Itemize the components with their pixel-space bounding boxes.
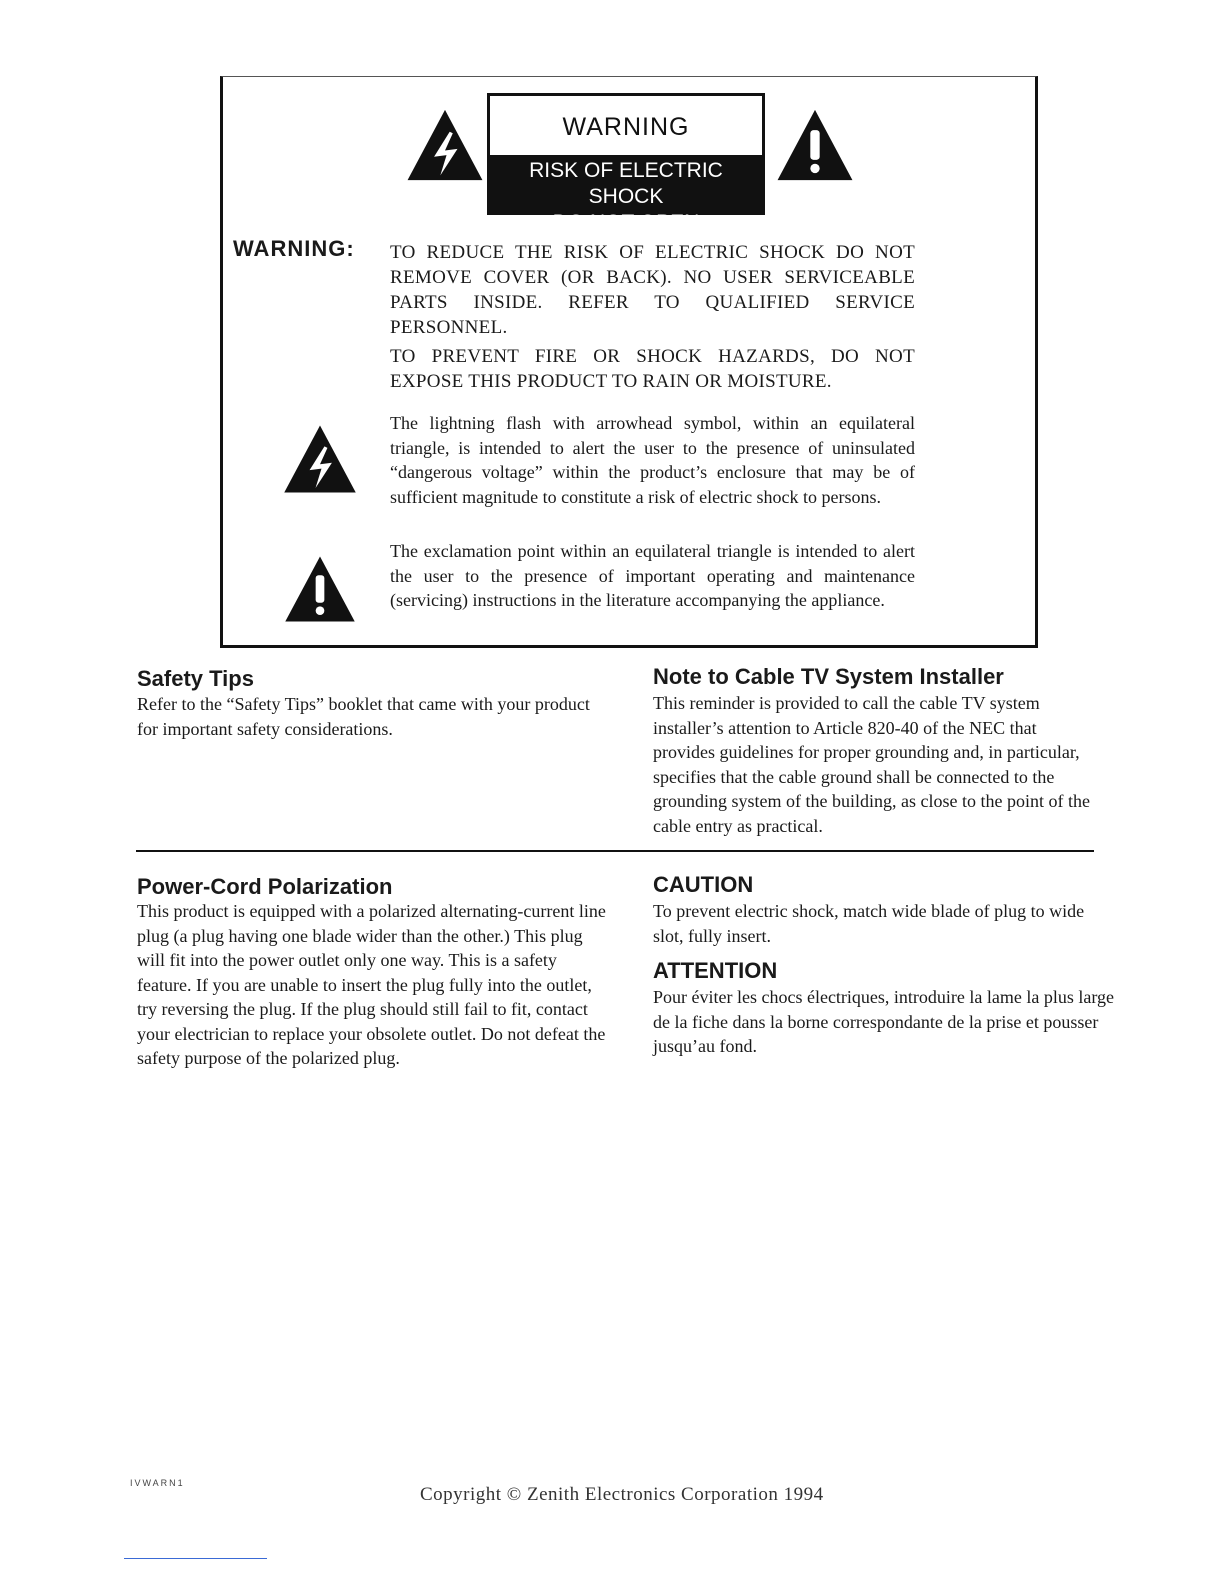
warning-label-line1: RISK OF ELECTRIC SHOCK [529, 159, 723, 208]
exclamation-warning-icon [776, 108, 854, 182]
warning-heading: WARNING: [233, 236, 355, 261]
safety-tips-heading: Safety Tips [137, 666, 254, 691]
exclamation-symbol-icon [282, 555, 358, 623]
warning-label-line2: DO NOT OPEN [552, 211, 700, 234]
lightning-warning-icon [406, 108, 484, 182]
safety-tips-text: Refer to the “Safety Tips” booklet that came with your product for important safety considerations. [137, 694, 590, 739]
power-cord-text: This product is equipped with a polarized alternating-current line plug (a plug having one blade wider than the other.) This plug will fit into the power outlet only one way. This is a safety feature. If you are unable to insert the plug fully into the outlet, try reversing the plug. If the plug should still fail to fit, contact your electrician to replace your obsolete outlet. Do not defeat the safety purpose of the polarized plug. [137, 901, 606, 1068]
caution-text: To prevent electric shock, match wide blade of plug to wide slot, fully insert. [653, 901, 1085, 946]
copyright-notice: Copyright © Zenith Electronics Corporation 1994 [420, 1484, 824, 1505]
attention-text: Pour éviter les chocs électriques, introduire la lame la plus large de la fiche dans la borne correspondante de la prise et pousser jusqu’au fond. [653, 987, 1115, 1056]
lightning-symbol-explanation: The lightning flash with arrowhead symbol, within an equilateral triangle, is intended to alert the user to the presence of uninsulated “dangerous voltage” within the product’s enclosure that may be of sufficient magnitude to constitute a risk of electric shock to persons. [390, 413, 915, 507]
exclamation-symbol-explanation: The exclamation point within an equilateral triangle is intended to alert the user to the presence of important operating and maintenance (servicing) instructions in the literature accompanying the appliance. [390, 541, 915, 610]
warning-text-moisture: TO PREVENT FIRE OR SHOCK HAZARDS, DO NOT EXPOSE THIS PRODUCT TO RAIN OR MOISTURE. [390, 346, 915, 392]
power-cord-heading: Power-Cord Polarization [137, 874, 393, 899]
document-code: IVWARN1 [130, 1478, 185, 1488]
warning-text-cover: TO REDUCE THE RISK OF ELECTRIC SHOCK DO NOT REMOVE COVER (OR BACK). NO USER SERVICEABLE PARTS INSIDE. REFER TO QUALIFIED SERVICE PERSONNEL. [390, 242, 915, 338]
lightning-symbol-icon [282, 424, 358, 494]
warning-label-shock [490, 155, 762, 234]
section-divider [136, 850, 1094, 852]
warning-label-title: WARNING [562, 112, 690, 141]
caution-heading: CAUTION [653, 872, 754, 897]
cable-installer-heading: Note to Cable TV System Installer [653, 664, 1004, 689]
footer-rule [124, 1558, 267, 1559]
cable-installer-text: This reminder is provided to call the cable TV system installer’s attention to Article 820-40 of the NEC that provides guidelines for proper grounding and, in particular, specifies that the cable ground shall be connected to the grounding system of the building, as close to the point of the cable entry as practical. [653, 693, 1090, 836]
attention-heading: ATTENTION [653, 958, 778, 983]
warning-label [487, 93, 765, 234]
